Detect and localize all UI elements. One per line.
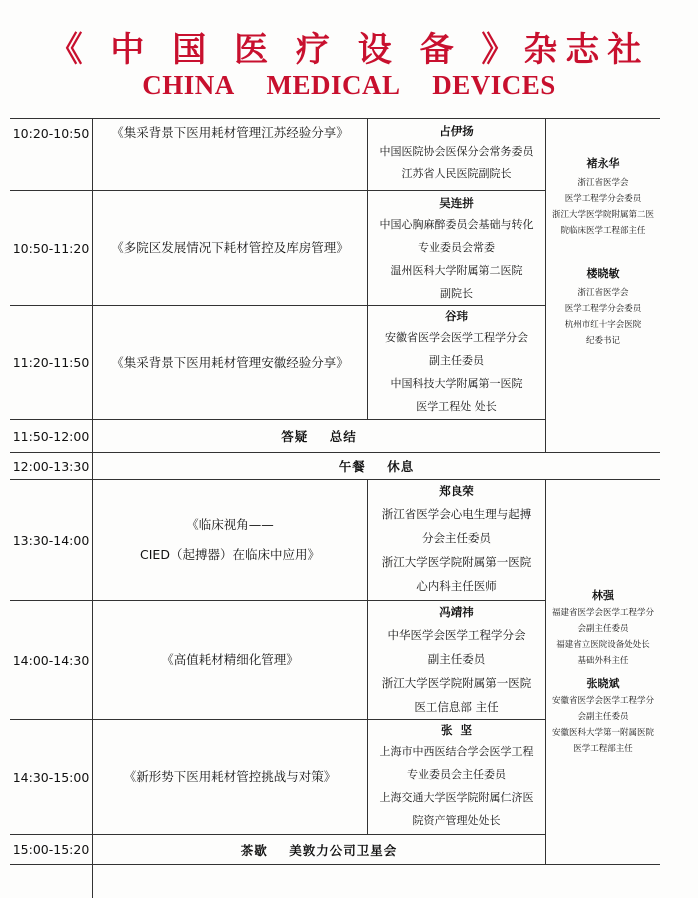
session-row (10, 835, 92, 864)
speaker-name: 张 坚 (440, 723, 472, 737)
time-slot: 14:00-14:30 (12, 652, 90, 668)
host-title: 医学工程学分会委员 (564, 304, 642, 314)
time-slot: 10:50-11:20 (12, 240, 90, 256)
time-slot: 13:30-14:00 (12, 532, 90, 548)
speaker-cell (368, 306, 545, 419)
host-cell-afternoon (546, 480, 660, 864)
topic-cell (93, 306, 367, 419)
session-topic: CIED（起搏器）在临床中应用》 (140, 547, 320, 562)
speaker-cell (368, 191, 545, 305)
speaker-title: 安徽省医学会医学工程学分会 (385, 331, 528, 344)
host-name: 张晓斌 (586, 677, 620, 690)
speaker-title: 中国心胸麻醉委员会基础与转化 (379, 218, 534, 231)
session-row (10, 191, 92, 305)
speaker-title: 浙江大学医学院附属第一医院 (381, 676, 532, 690)
speaker-cell (368, 601, 545, 719)
host-title: 福建省医学会医学工程学分 (551, 608, 654, 618)
speaker-title: 浙江省医学会心电生理与起搏 (381, 507, 532, 521)
host-title: 会副主任委员 (577, 624, 629, 634)
schedule-table (10, 118, 660, 898)
session-row (10, 118, 92, 148)
tea-break-label: 茶歇 美敦力公司卫星会 (240, 842, 398, 858)
host-title: 医学工程部主任 (573, 744, 633, 754)
speaker-title: 副主任委员 (427, 652, 486, 666)
speaker-title: 江苏省人民医院副院长 (401, 167, 512, 180)
speaker-title: 浙江大学医学院附属第一医院 (381, 555, 532, 569)
host-title: 基础外科主任 (577, 656, 629, 666)
lunch-break-label: 午餐 休息 (338, 459, 415, 474)
session-row (10, 720, 92, 834)
session-row (10, 420, 92, 452)
host-title: 安徽医科大学第一附属医院 (551, 728, 654, 738)
merged-cell (93, 420, 545, 452)
page-header (0, 0, 698, 118)
host-name: 林强 (592, 589, 614, 602)
speaker-cell (368, 118, 545, 190)
topic-cell (93, 601, 367, 719)
session-row (10, 306, 92, 419)
merged-cell (93, 835, 545, 864)
speaker-title: 专业委员会主任委员 (407, 768, 506, 781)
time-slot: 15:00-15:20 (12, 842, 90, 857)
speaker-title: 院资产管理处处长 (412, 814, 501, 827)
session-topic: 《集采背景下医用耗材管理江苏经验分享》 (111, 125, 349, 140)
speaker-title: 专业委员会常委 (418, 241, 495, 254)
topic-cell (93, 720, 367, 834)
merged-cell (93, 453, 660, 479)
publisher-title-english: CHINA MEDICAL DEVICES (142, 70, 556, 100)
session-topic: 《高值耗材精细化管理》 (161, 652, 299, 667)
host-title: 浙江省医学会 (577, 288, 629, 298)
speaker-title: 医工信息部 主任 (414, 700, 499, 714)
speaker-title: 医学工程处 处长 (416, 400, 497, 413)
row-border (10, 864, 660, 865)
speaker-title: 中国医院协会医保分会常务委员 (379, 145, 534, 158)
time-slot: 14:30-15:00 (12, 769, 90, 785)
host-title: 院临床医学工程部主任 (560, 226, 646, 236)
host-title: 安徽省医学会医学工程学分 (551, 696, 654, 706)
speaker-title: 上海交通大学医学院附属仁济医 (379, 791, 534, 804)
session-row (10, 453, 92, 479)
host-title: 福建省立医院设备处处长 (556, 640, 650, 650)
speaker-name: 占伊扬 (439, 124, 474, 138)
qa-summary-label: 答疑 总结 (281, 429, 357, 444)
speaker-name: 谷玮 (445, 309, 468, 323)
topic-cell (93, 480, 367, 600)
speaker-name: 冯靖祎 (439, 605, 474, 619)
speaker-title: 分会主任委员 (422, 531, 491, 545)
host-title: 会副主任委员 (577, 712, 629, 722)
speaker-title: 副院长 (440, 287, 473, 300)
speaker-name: 吴连拼 (439, 196, 474, 210)
host-cell-morning (546, 153, 660, 373)
host-name: 褚永华 (586, 157, 620, 170)
speaker-cell (368, 480, 545, 600)
time-slot: 12:00-13:30 (12, 458, 90, 474)
host-title: 浙江省医学会 (577, 178, 629, 188)
host-title: 浙江大学医学院附属第二医 (551, 210, 654, 220)
speaker-title: 上海市中西医结合学会医学工程 (379, 745, 534, 758)
speaker-cell (368, 720, 545, 834)
session-row (10, 480, 92, 600)
session-topic: 《新形势下医用耗材管控挑战与对策》 (123, 769, 337, 784)
time-slot: 11:50-12:00 (12, 428, 90, 444)
host-title: 杭州市红十字会医院 (564, 320, 642, 330)
speaker-title: 副主任委员 (429, 354, 484, 367)
host-title: 医学工程学分会委员 (564, 194, 642, 204)
host-title: 纪委书记 (585, 336, 620, 346)
host-name: 楼晓敏 (586, 267, 620, 280)
topic-cell (93, 118, 367, 148)
speaker-title: 中国科技大学附属第一医院 (390, 377, 523, 390)
speaker-title: 中华医学会医学工程学分会 (387, 628, 526, 642)
speaker-title: 心内科主任医师 (416, 579, 497, 593)
publisher-title-chinese: 《 中 国 医 疗 设 备 》杂志社 (48, 30, 650, 70)
session-topic: 《集采背景下医用耗材管理安徽经验分享》 (111, 354, 349, 370)
session-row (10, 601, 92, 719)
speaker-title: 温州医科大学附属第二医院 (390, 264, 523, 277)
time-slot: 11:20-11:50 (12, 355, 90, 370)
speaker-name: 郑良荣 (439, 484, 474, 498)
topic-cell (93, 191, 367, 305)
session-topic: 《临床视角—— (186, 517, 274, 532)
time-slot: 10:20-10:50 (12, 125, 90, 141)
session-topic: 《多院区发展情况下耗材管控及库房管理》 (111, 240, 349, 255)
